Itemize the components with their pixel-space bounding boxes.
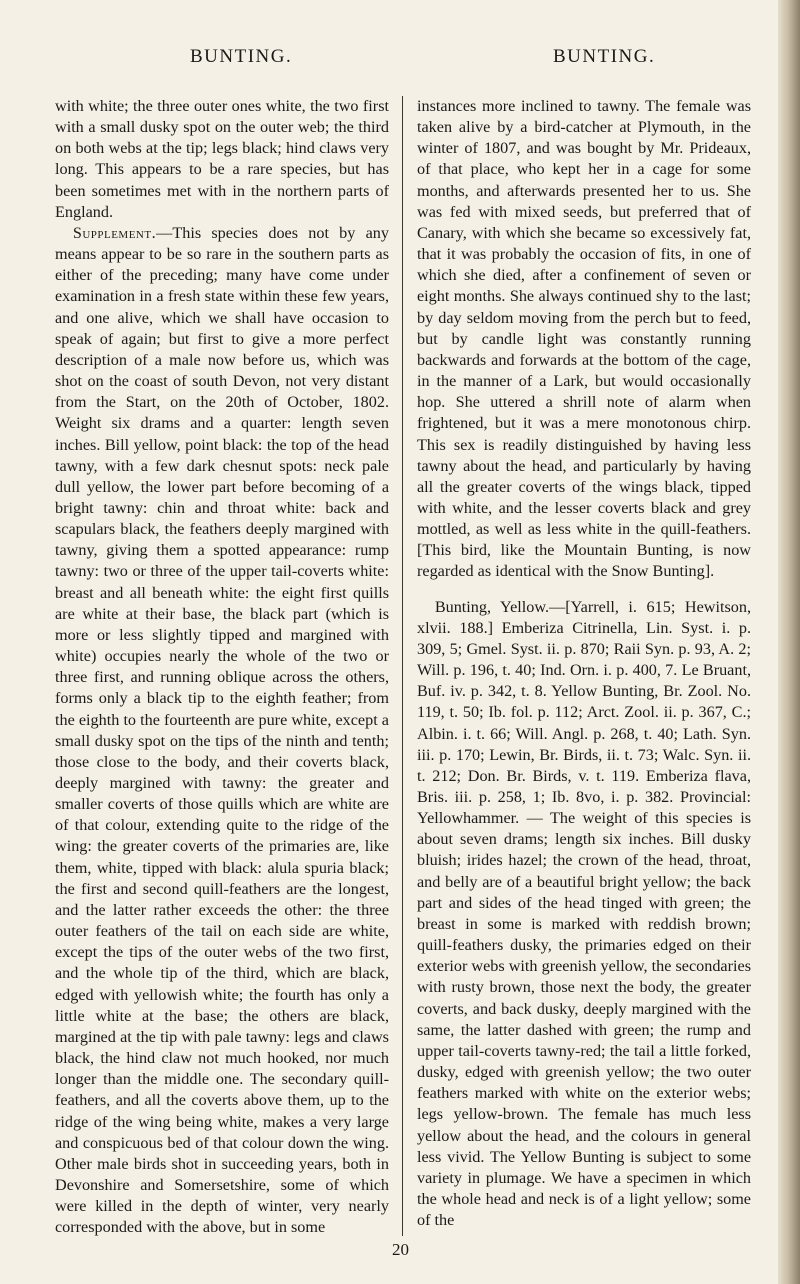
right-paragraph-1: instances more inclined to tawny. The female was taken alive by a bird-catcher at Plymouth, in the winter of 1807, and was bought by Mr. Prideaux, of that place, who kept her in a cage for some months, and afterwards presented her to us. She was fed with mixed seeds, but preferred that of Canary, with which she became so excessively fat, that it was probably the occasion of fits, in one of which she died, after a confinement of seven or eight months. She always continued shy to the last; by day seldom moving from the perch but to feed, but by candle light was constantly running backwards and forwards at the bottom of the cage, in the manner of a Lark, but would occasionally hop. She uttered a shrill note of alarm when frightened, but it was a mere monotonous chirp. This sex is readily distinguished by having less tawny about the head, and particularly by having all the greater coverts of the wings black, tipped with white, and the lesser coverts black and grey mottled, as well as less white in the quill-feathers. [This bird, like the Mountain Bunting, is now regarded as identical with the Snow Bunting]. — [417, 97, 751, 581]
running-header-right: BUNTING. — [553, 46, 656, 67]
supplement-text: —This species does not by any means appear to be so rare in the southern parts as either of the preceding; many have come under examination in a fresh state within these few years, and one alive, which we shall have occasion to speak of again; but first to give a more perfect description of a male now before us, which was shot on the coast of south Devon, not very distant from the Start, on the 20th of October, 1802. Weight six drams and a quarter: length seven inches. Bill yellow, point black: the top of the head tawny, with a few dark chesnut spots: neck pale dull yellow, the lower part before becoming of a bright tawny: chin and throat white: back and scapulars black, the feathers deeply margined with tawny, giving them a spotted appearance: rump tawny: two or three of the upper tail-coverts white: breast and all beneath white: the eight first quills are white at their base, the black part (which is more or less slightly tipped and margined with white) occupies nearly the whole of the two or three first, and running oblique across the others, forms only a black tip to the eighth feather; from the eighth to the fourteenth are pure white, except a small dusky spot on the tips of the ninth and tenth; those close to the body, and their coverts black, deeply margined with tawny: the greater and smaller coverts of those quills which are white are of that colour, extending quite to the ridge of the wing: the greater coverts of the primaries are, like them, white, tipped with black: alula spuria black; the first and second quill-feathers are the longest, and the latter rather exceeds the other: the three outer feathers of the tail on each side are white, except the tips of the outer webs of the two first, and the whole tip of the third, which are black, edged with yellowish white; the fourth has only a little white at the base; the others are black, margined at the tip with pale tawny: legs and claws black, the hind claw not much hooked, nor much longer than the middle one. The secondary quill-feathers, and all the coverts above them, up to the ridge of the wing being white, makes a very large and conspicuous bed of that colour down the wing. Other male birds shot in succeeding years, both in Devonshire and Somersetshire, some of which were killed in the depth of winter, very nearly corresponded with the above, but in some — [55, 223, 389, 1237]
column-divider — [402, 96, 403, 1236]
page-edge-shadow — [778, 0, 800, 1284]
paragraph-gap — [417, 583, 751, 597]
left-column — [55, 96, 389, 1238]
supplement-label: Supplement. — [72, 223, 157, 242]
yellow-bunting-entry: Bunting, Yellow.—[Yarrell, i. 615; Hewitson, xlvii. 188.] Emberiza Citrinella, Lin. Syst. i. p. 309, 5; Gmel. Syst. ii. p. 870; Raii Syn. p. 93, A. 2; Will. p. 196, t. 40; Ind. Orn. i. p. 400, 7. Le Bruant, Buf. iv. p. 342, t. 8. Yellow Bunting, Br. Zool. No. 119, t. 50; Ib. fol. p. 112; Arct. Zool. ii. p. 367, C.; Albin. i. t. 66; Will. Angl. p. 268, t. 40; Lath. Syn. iii. p. 170; Lewin, Br. Birds, ii. t. 73; Walc. Syn. ii. t. 212; Don. Br. Birds, v. t. 119. Emberiza flava, Bris. iii. p. 258, 1; Ib. 8vo, i. p. 382. Provincial: Yellowhammer. — The weight of this species is about seven drams; length six inches. Bill dusky bluish; irides hazel; the crown of the head, throat, and belly are of a beautiful bright yellow; the back part and sides of the head tinged with green; the breast in some is marked with reddish brown; quill-feathers dusky, the primaries edged on their exterior webs with greenish yellow, the secondaries with rusty brown, those next the body, the greater coverts, and back dusky, deeply margined with the same, the latter dashed with green; the rump and upper tail-coverts tawny-red; the tail a little forked, dusky, edged with greenish yellow; the two outer feathers marked with white on the exterior webs; legs yellow-brown. The female has much less yellow about the head, and the colours in general less vivid. The Yellow Bunting is subject to some variety in plumage. We have a specimen in which the whole head and neck is of a light yellow; some of the — [417, 597, 751, 1230]
running-header-left: BUNTING. — [190, 46, 293, 67]
right-column — [417, 96, 751, 1231]
left-paragraph-1: with white; the three outer ones white, the two first with a small dusky spot on the outer web; the third on both webs at the tip; legs black; hind claws very long. This appears to be a rare species, but has been sometimes met with in the northern parts of England. — [55, 97, 389, 221]
page-number: 20 — [392, 1240, 409, 1259]
supplement-paragraph — [55, 223, 389, 1239]
